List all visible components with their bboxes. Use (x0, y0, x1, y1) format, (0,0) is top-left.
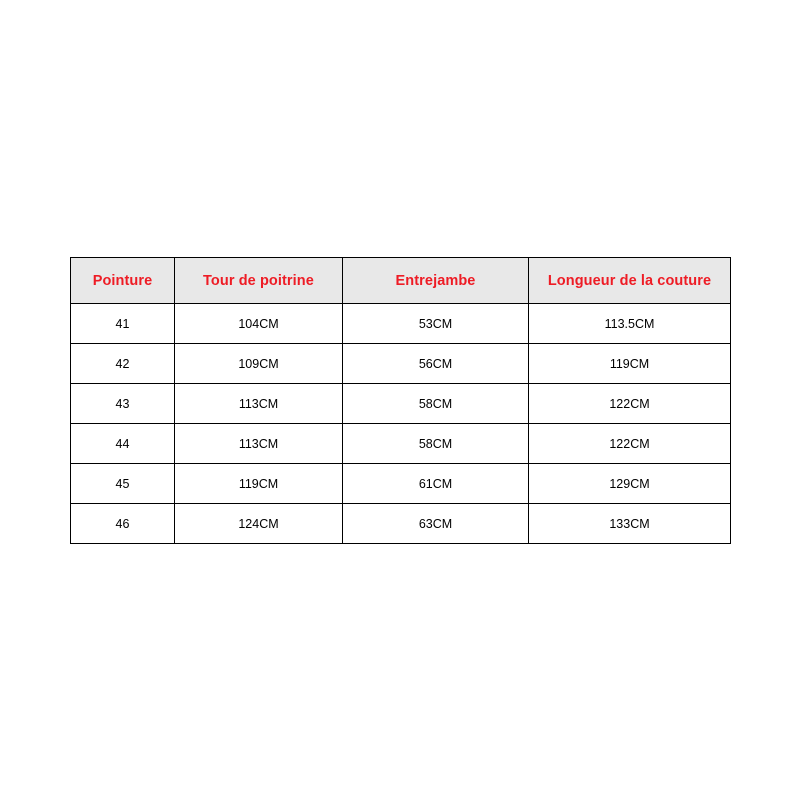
column-header-pointure: Pointure (71, 258, 175, 304)
cell-pointure: 44 (71, 424, 175, 464)
table-row (71, 344, 731, 384)
table-row (71, 304, 731, 344)
cell-tour-de-poitrine: 124CM (175, 504, 343, 544)
table-body (71, 304, 731, 544)
cell-longueur-de-la-couture: 133CM (529, 504, 731, 544)
cell-entrejambe: 58CM (343, 424, 529, 464)
cell-entrejambe: 53CM (343, 304, 529, 344)
column-header-tour-de-poitrine: Tour de poitrine (175, 258, 343, 304)
cell-longueur-de-la-couture: 119CM (529, 344, 731, 384)
table-row (71, 504, 731, 544)
cell-pointure: 46 (71, 504, 175, 544)
column-header-entrejambe: Entrejambe (343, 258, 529, 304)
table-row (71, 464, 731, 504)
size-chart-container (70, 257, 730, 544)
cell-pointure: 45 (71, 464, 175, 504)
cell-entrejambe: 61CM (343, 464, 529, 504)
cell-pointure: 43 (71, 384, 175, 424)
table-row (71, 424, 731, 464)
table-header (71, 258, 731, 304)
cell-tour-de-poitrine: 113CM (175, 384, 343, 424)
cell-tour-de-poitrine: 119CM (175, 464, 343, 504)
cell-longueur-de-la-couture: 122CM (529, 424, 731, 464)
cell-entrejambe: 58CM (343, 384, 529, 424)
cell-longueur-de-la-couture: 129CM (529, 464, 731, 504)
cell-tour-de-poitrine: 104CM (175, 304, 343, 344)
table-header-row (71, 258, 731, 304)
cell-entrejambe: 56CM (343, 344, 529, 384)
cell-entrejambe: 63CM (343, 504, 529, 544)
cell-tour-de-poitrine: 113CM (175, 424, 343, 464)
column-header-longueur-de-la-couture: Longueur de la couture (529, 258, 731, 304)
cell-tour-de-poitrine: 109CM (175, 344, 343, 384)
size-chart-table (70, 257, 731, 544)
table-row (71, 384, 731, 424)
cell-longueur-de-la-couture: 113.5CM (529, 304, 731, 344)
cell-longueur-de-la-couture: 122CM (529, 384, 731, 424)
cell-pointure: 41 (71, 304, 175, 344)
cell-pointure: 42 (71, 344, 175, 384)
